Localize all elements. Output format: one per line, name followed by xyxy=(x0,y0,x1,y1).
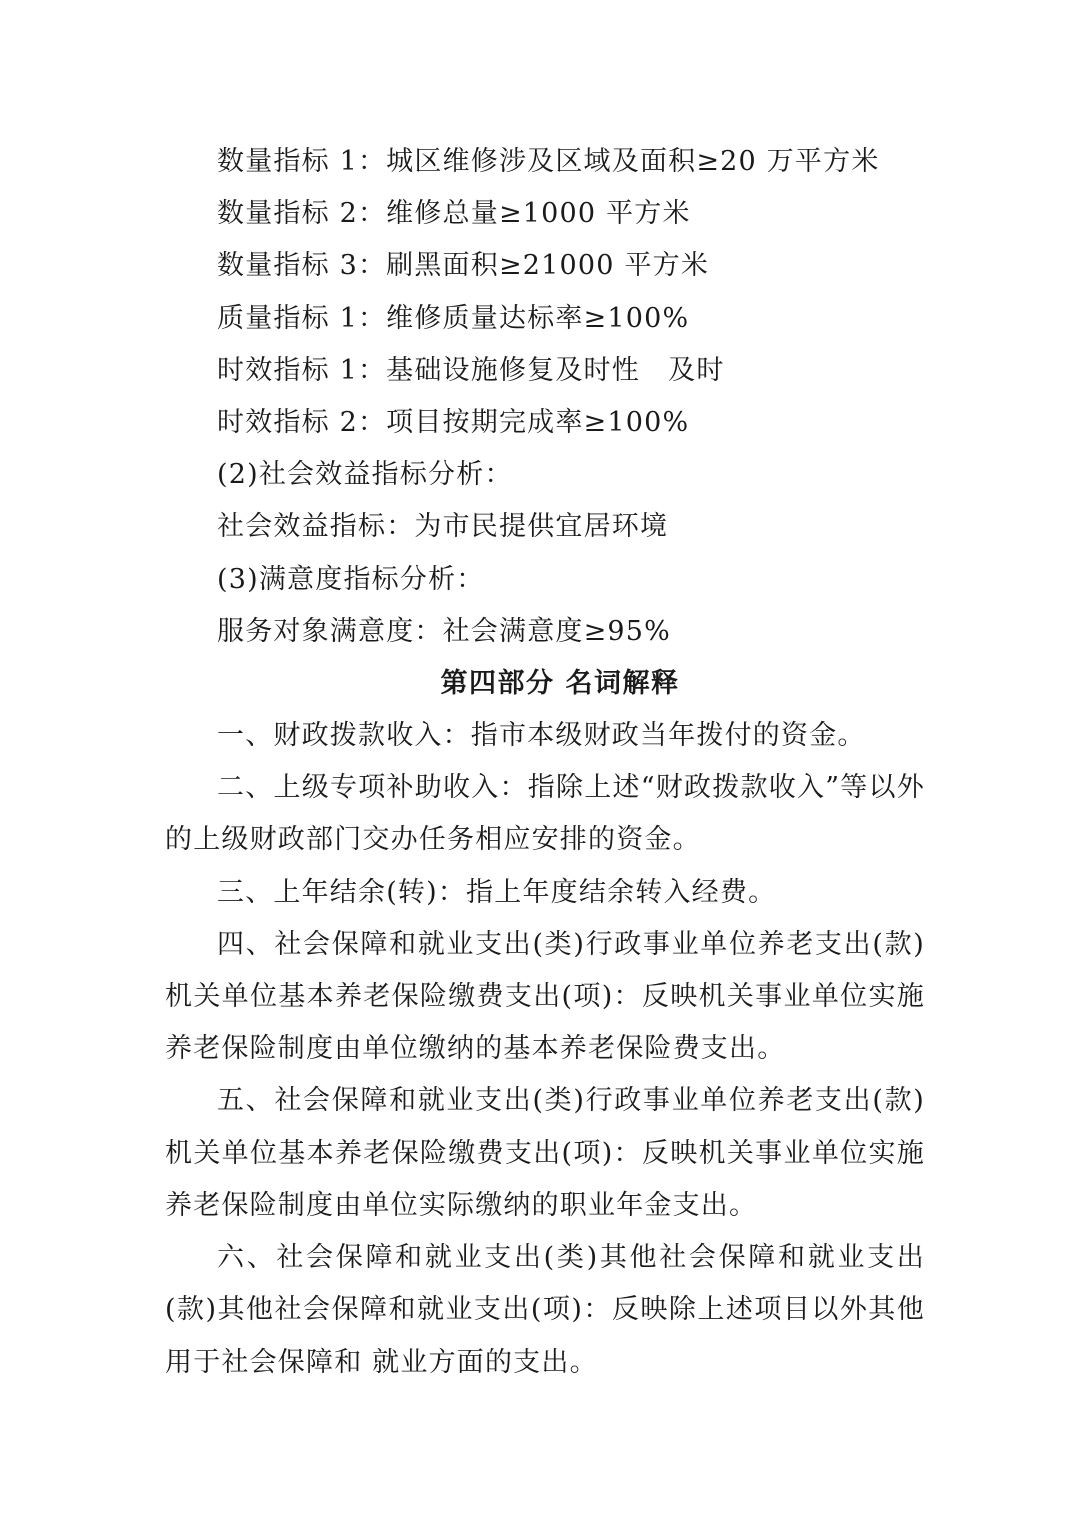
quantity-indicator-3: 数量指标 3：刷黑面积≥21000 平方米 xyxy=(217,250,710,282)
timeliness-indicator-1: 时效指标 1：基础设施修复及时性 及时 xyxy=(217,354,725,386)
definition-3: 三、上年结余(转)：指上年度结余转入经费。 xyxy=(217,876,777,908)
timeliness-indicator-2: 时效指标 2：项目按期完成率≥100% xyxy=(217,406,690,438)
satisfaction-item: 服务对象满意度：社会满意度≥95% xyxy=(217,615,672,647)
quality-indicator-1: 质量指标 1：维修质量达标率≥100% xyxy=(217,302,690,334)
social-benefit-title: (2)社会效益指标分析： xyxy=(217,459,513,491)
quantity-indicator-2: 数量指标 2：维修总量≥1000 平方米 xyxy=(217,198,691,230)
definition-2: 二、上级专项补助收入：指除上述“财政拨款收入”等以外的上级财政部门交办任务相应安排的资金。 xyxy=(165,772,925,856)
definition-6: 六、社会保障和就业支出(类)其他社会保障和就业支出(款)其他社会保障和就业支出(项)：反映除上述项目以外其他用于社会保障和 就业方面的支出。 xyxy=(165,1242,925,1378)
social-benefit-item: 社会效益指标：为市民提供宜居环境 xyxy=(217,511,669,543)
section-heading: 第四部分 名词解释 xyxy=(440,667,680,699)
quantity-indicator-1: 数量指标 1：城区维修涉及区域及面积≥20 万平方米 xyxy=(217,146,880,177)
definition-1: 一、财政拨款收入：指市本级财政当年拨付的资金。 xyxy=(217,720,866,752)
definition-4: 四、社会保障和就业支出(类)行政事业单位养老支出(款)机关单位基本养老保险缴费支出(项)：反映机关事业单位实施养老保险制度由单位缴纳的基本养老保险费支出。 xyxy=(165,928,925,1065)
definition-5: 五、社会保障和就业支出(类)行政事业单位养老支出(款)机关单位基本养老保险缴费支出(项)：反映机关事业单位实施养老保险制度由单位实际缴纳的职业年金支出。 xyxy=(165,1085,925,1221)
satisfaction-title: (3)满意度指标分析： xyxy=(217,563,485,595)
page-content xyxy=(165,136,925,1389)
